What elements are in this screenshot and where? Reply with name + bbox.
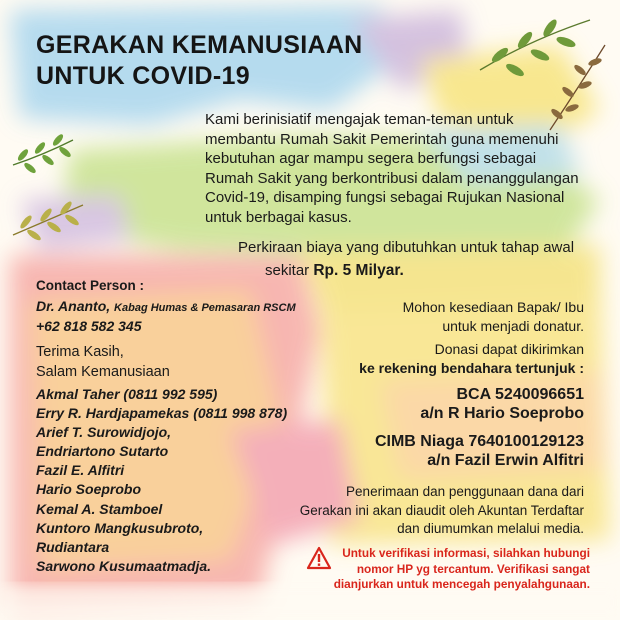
donation-request-line: untuk menjadi donatur. xyxy=(442,317,584,334)
warning-triangle-icon xyxy=(306,546,332,570)
thanks-block xyxy=(36,342,170,382)
verification-warning xyxy=(334,546,590,593)
warning-line: Untuk verifikasi informasi, silahkan hubungi xyxy=(342,546,590,560)
intro-line: kebutuhan agar mampu segera berfungsi sebagai xyxy=(205,150,537,168)
intro-line: untuk berbagai kasus. xyxy=(205,208,352,226)
estimate-amount-line xyxy=(265,262,404,280)
intro-paragraph xyxy=(205,110,605,228)
list-item: Rudiantara xyxy=(36,538,110,555)
contact-heading: Contact Person : xyxy=(36,278,145,293)
donation-transfer-line: Donasi dapat dikirimkan xyxy=(434,341,584,357)
list-item: Arief T. Surowidjojo, xyxy=(36,424,172,441)
audit-line: Penerimaan dan penggunaan dana dari xyxy=(346,484,584,499)
intro-line: membantu Rumah Sakit Pemerintah guna memenuhi xyxy=(205,130,559,148)
estimate-text: Perkiraan biaya yang dibutuhkan untuk tahap awal xyxy=(238,239,575,256)
donation-transfer xyxy=(359,340,584,377)
bank-account-holder: a/n Fazil Erwin Alfitri xyxy=(427,452,584,469)
intro-line: Rumah Sakit yang berkontribusi dalam penanggulangan xyxy=(205,169,579,187)
estimate-prefix: sekitar xyxy=(265,262,310,279)
bank-account-number: CIMB Niaga 7640100129123 xyxy=(374,433,584,450)
title-line-1: GERAKAN KEMANUSIAAN xyxy=(36,31,363,59)
contact-name-line xyxy=(36,298,296,314)
list-item: Hario Soeprobo xyxy=(36,481,142,498)
leaf-sprig-left-green-icon xyxy=(8,120,78,190)
list-item: Endriartono Sutarto xyxy=(36,443,169,460)
estimate-amount: Rp. 5 Milyar. xyxy=(313,262,404,279)
intro-line: Kami berinisiatif mengajak teman-teman untuk xyxy=(205,111,514,128)
list-item: Kemal A. Stamboel xyxy=(36,500,163,517)
donation-request xyxy=(403,298,584,335)
warning-line: dianjurkan untuk mencegah penyalahgunaan. xyxy=(333,577,590,591)
list-item: Akmal Taher (0811 992 595) xyxy=(36,386,218,402)
list-item: Fazil E. Alfitri xyxy=(36,462,125,479)
list-item: Sarwono Kusumaatmadja. xyxy=(36,557,212,574)
bank-account-holder: a/n R Hario Soeprobo xyxy=(420,405,584,422)
contact-role: Kabag Humas & Pemasaran RSCM xyxy=(114,302,296,314)
bank-account-bca xyxy=(420,385,584,423)
contact-phone: +62 818 582 345 xyxy=(36,318,142,334)
contact-name: Dr. Ananto, xyxy=(36,298,111,314)
thanks-line: Terima Kasih, xyxy=(36,344,124,360)
page-title xyxy=(36,30,363,92)
audit-note xyxy=(300,483,584,539)
donation-request-line: Mohon kesediaan Bapak/ Ibu xyxy=(402,299,584,315)
warning-line: nomor HP yg tercantum. Verifikasi sangat xyxy=(356,561,590,576)
thanks-line: Salam Kemanusiaan xyxy=(36,364,170,380)
audit-line: Gerakan ini akan diaudit oleh Akuntan Terdaftar xyxy=(299,502,584,518)
initiator-names-list xyxy=(36,385,287,576)
list-item: Kuntoro Mangkusubroto, xyxy=(36,519,204,536)
bank-account-cimb xyxy=(375,432,584,470)
leaf-sprig-left-yellow-icon xyxy=(8,190,88,245)
audit-line: dan diumumkan melalui media. xyxy=(397,521,584,536)
donation-transfer-line: ke rekening bendahara tertunjuk : xyxy=(359,359,584,376)
list-item: Erry R. Hardjapamekas (0811 998 878) xyxy=(36,405,288,422)
intro-line: Covid-19, disamping fungsi sebagai Rujukan Nasional xyxy=(205,189,565,207)
bank-account-number: BCA 5240096651 xyxy=(456,386,584,403)
title-line-2: UNTUK COVID-19 xyxy=(36,62,250,90)
